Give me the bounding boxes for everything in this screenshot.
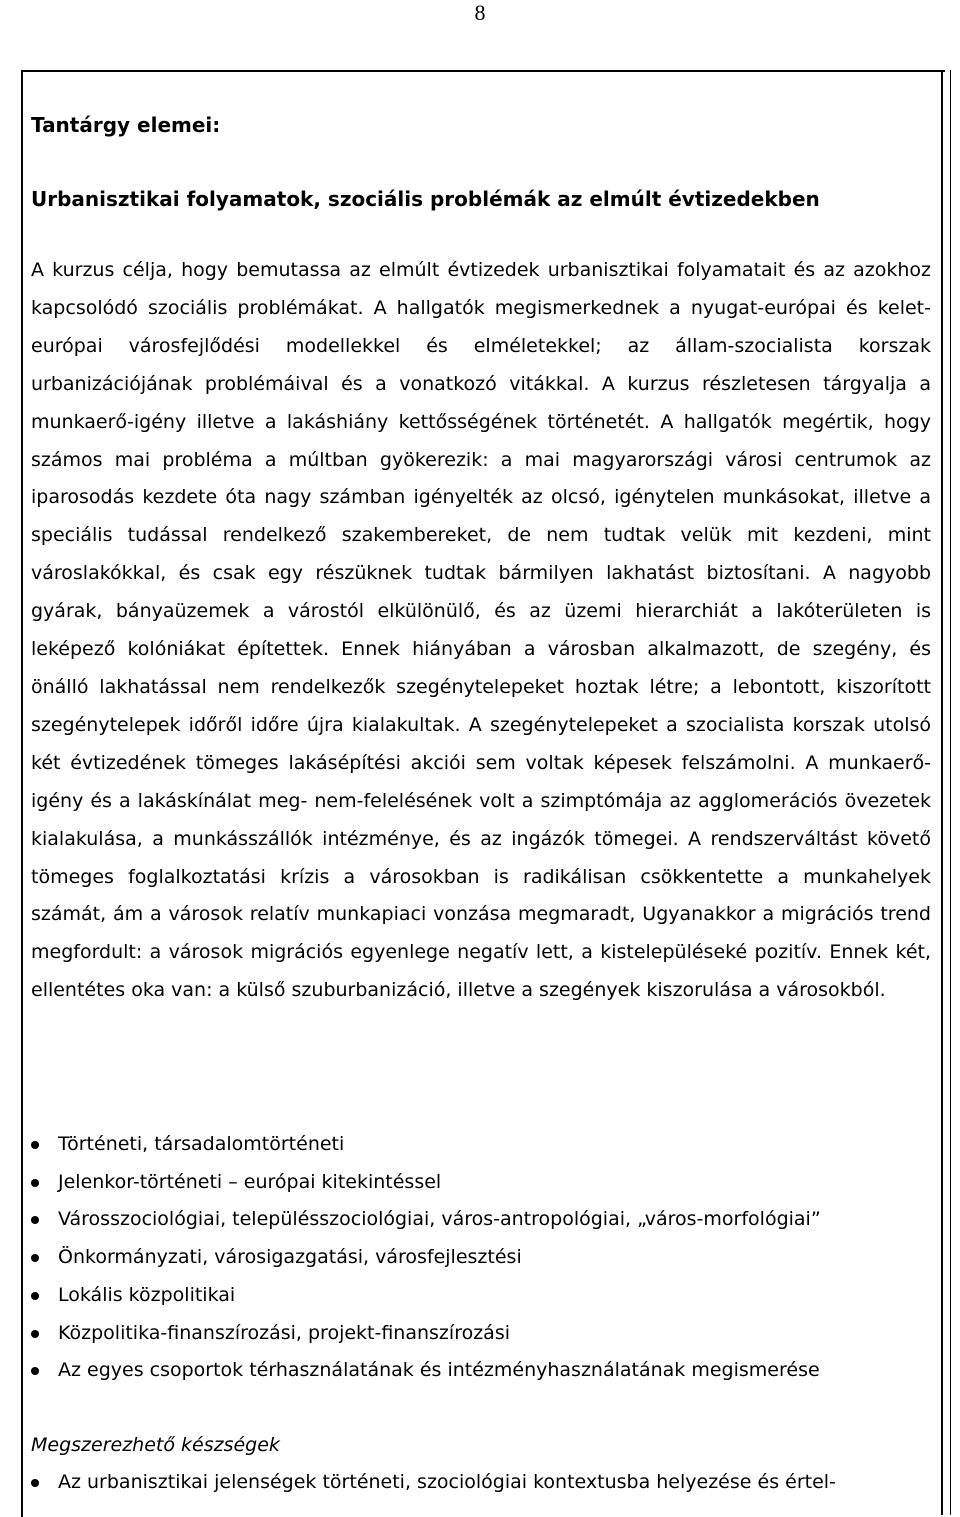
bullet-icon bbox=[31, 1479, 39, 1487]
topic-item bbox=[31, 1315, 931, 1353]
section-title: Tantárgy elemei: bbox=[31, 113, 221, 137]
bullet-icon bbox=[31, 1292, 39, 1300]
bullet-icon bbox=[31, 1179, 39, 1187]
skill-item bbox=[31, 1464, 931, 1502]
topic-label: Az egyes csoportok térhasználatának és intézményhasználatának megismerése bbox=[58, 1359, 820, 1382]
topic-item bbox=[31, 1126, 931, 1164]
bullet-icon bbox=[31, 1367, 39, 1375]
topic-label: Történeti, társadalomtörténeti bbox=[58, 1133, 345, 1155]
topic-item bbox=[31, 1352, 931, 1390]
topic-item bbox=[31, 1277, 931, 1315]
topic-label: Jelenkor-történeti – európai kitekintéssel bbox=[58, 1170, 442, 1193]
bullet-icon bbox=[31, 1216, 39, 1224]
skills-title: Megszerezhető készségek bbox=[31, 1434, 280, 1456]
page-number: 8 bbox=[474, 0, 486, 25]
frame-right-outer-border bbox=[950, 70, 951, 1515]
bullet-icon bbox=[31, 1141, 39, 1149]
topic-item bbox=[31, 1239, 931, 1277]
course-description: A kurzus célja, hogy bemutassa az elmúlt évtizedek urbanisztikai folyamatait és az azokhoz kapcsolódó szociális problémákat. A hallgatók megismerkednek a nyugat-európai és kelet-európai városfejlődési modellekkel és elméletekkel; az állam-szocialista korszak urbanizációjának problémáival és a vonatkozó vitákkal. A kurzus részletesen tárgyalja a munkaerő-igény illetve a lakáshiány kettősségének történetét. A hallgatók megértik, hogy számos mai probléma a múltban gyökerezik: a mai magyarországi városi centrumok az iparosodás kezdete óta nagy számban igényelték az olcsó, igénytelen munkásokat, illetve a speciális tudással rendelkező szakembereket, de nem tudtak velük mit kezdeni, mint városlakókkal, és csak egy részüknek tudtak bármilyen lakhatást biztosítani. A nagyobb gyárak, bányaüzemek a várostól elkülönülő, és az üzemi hierarchiát a lakóterületen is leképező kolóniákat építettek. Ennek hiányában a városban alkalmazott, de szegény, és önálló lakhatással nem rendelkezők szegénytelepeket hoztak létre; a lebontott, kiszorított szegénytelepek időről időre újra kialakultak. A szegénytelepeket a szocialista korszak utolsó két évtizedének tömeges lakásépítési akciói sem voltak képesek felszámolni. A munkaerő-igény és a lakáskínálat meg- nem-felelésének volt a szimptómája az agglomerációs övezetek kialakulása, a munkásszállók intézménye, és az ingázók tömegei. A rendszerváltást követő tömeges foglalkoztatási krízis a városokban is radikálisan csökkentette a munkahelyek számát, ám a városok relatív munkapiaci vonzása megmaradt, Ugyanakkor a migrációs trend megfordult: a városok migrációs egyenlege negatív lett, a kistelepüléseké pozitív. Ennek két, ellentétes oka van: a külső szuburbanizáció, illetve a szegények kiszorulása a városokból. bbox=[31, 259, 931, 1002]
course-title: Urbanisztikai folyamatok, szociális problémák az elmúlt évtizedekben bbox=[31, 187, 820, 211]
topic-label: Önkormányzati, városigazgatási, városfejlesztési bbox=[58, 1246, 522, 1269]
topic-item bbox=[31, 1201, 931, 1239]
skills-list bbox=[31, 1464, 931, 1502]
topic-label: Lokális közpolitikai bbox=[58, 1283, 236, 1306]
frame-right-inner-border bbox=[941, 70, 943, 1515]
bullet-icon bbox=[31, 1254, 39, 1262]
topic-list bbox=[31, 1126, 931, 1390]
skill-label: Az urbanisztikai jelenségek történeti, szociológiai kontextusba helyezése és értel- bbox=[58, 1471, 836, 1493]
bullet-icon bbox=[31, 1330, 39, 1338]
topic-label: Közpolitika-finanszírozási, projekt-finanszírozási bbox=[58, 1321, 511, 1344]
topic-label: Városszociológiai, településszociológiai, város-antropológiai, „város-morfológiai” bbox=[58, 1208, 821, 1231]
topic-item bbox=[31, 1164, 931, 1202]
